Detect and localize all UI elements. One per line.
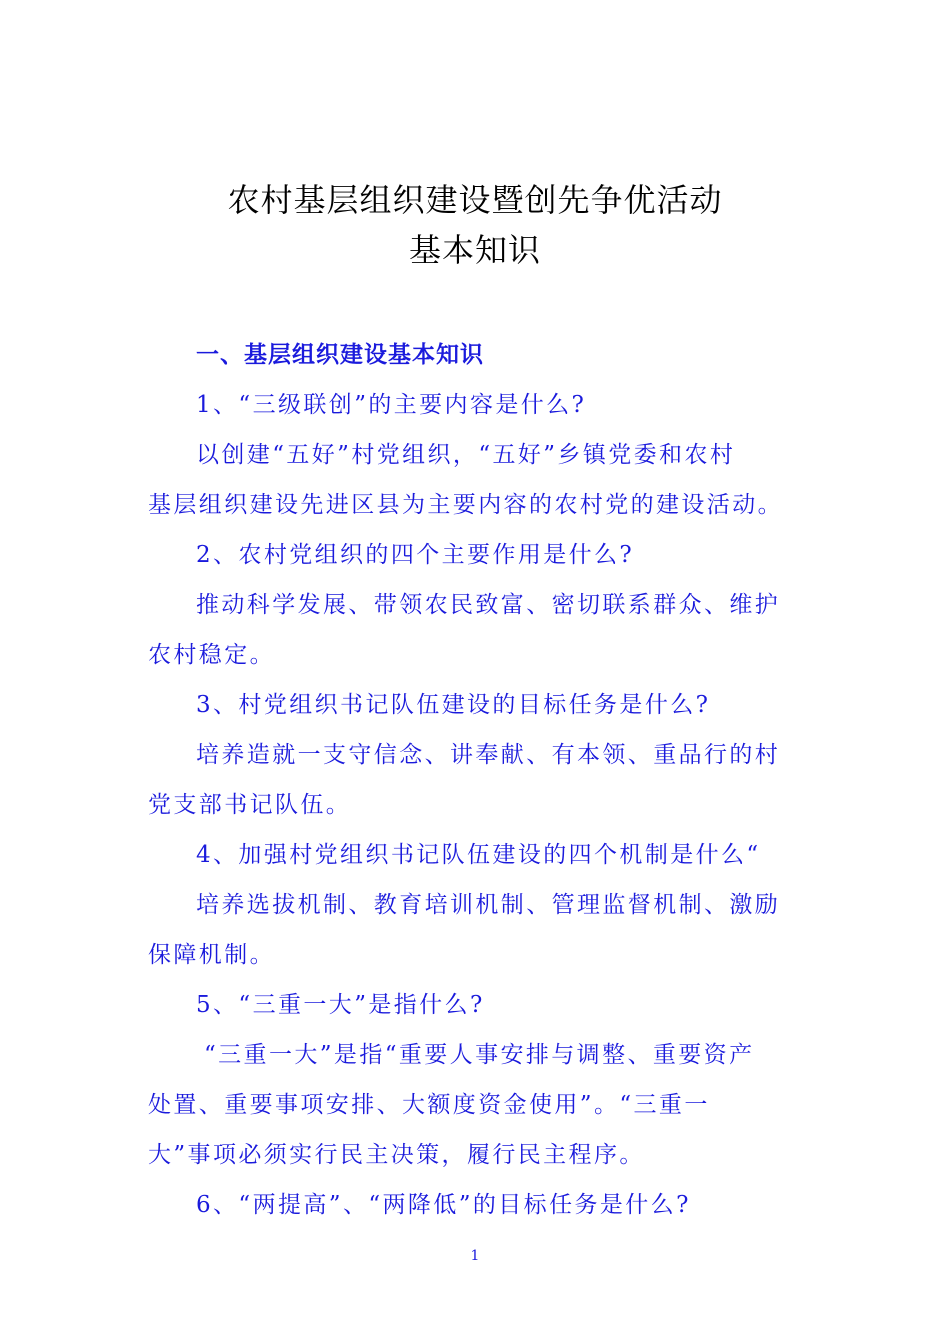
document-title-line-1: 农村基层组织建设暨创先争优活动 [227,181,723,219]
answer-5-line-2: 处置、重要事项安排、大额度资金使用”。“三重一 [148,1092,710,1118]
answer-5-line-1: “三重一大”是指“重要人事安排与调整、重要资产 [204,1042,755,1068]
answer-4-line-2: 保障机制。 [148,942,275,968]
section-heading: 一、基层组织建设基本知识 [196,342,484,368]
question-2: 2、农村党组织的四个主要作用是什么? [196,542,635,568]
question-6: 6、“两提高”、“两降低”的目标任务是什么? [196,1192,691,1218]
page-number: 1 [470,1248,480,1264]
answer-3-line-2: 党支部书记队伍。 [148,792,352,818]
answer-4-line-1: 培养选拔机制、教育培训机制、管理监督机制、激励 [196,892,781,918]
answer-1-line-1: 以创建“五好”村党组织，“五好”乡镇党委和农村 [196,442,736,468]
question-5: 5、“三重一大”是指什么? [196,992,485,1018]
answer-1-line-2: 基层组织建设先进区县为主要内容的农村党的建设活动。 [148,492,783,518]
question-1: 1、“三级联创”的主要内容是什么? [196,392,587,418]
document-body [148,330,788,1230]
document-title-line-2: 基本知识 [408,231,541,269]
answer-3-line-1: 培养造就一支守信念、讲奉献、有本领、重品行的村 [196,742,781,768]
question-4: 4、加强村党组织书记队伍建设的四个机制是什么“ [196,842,761,868]
answer-2-line-2: 农村稳定。 [148,642,275,668]
answer-5-line-3: 大”事项必须实行民主决策，履行民主程序。 [148,1142,645,1168]
answer-2-line-1: 推动科学发展、带领农民致富、密切联系群众、维护 [196,592,781,618]
question-3: 3、村党组织书记队伍建设的目标任务是什么? [196,692,711,718]
